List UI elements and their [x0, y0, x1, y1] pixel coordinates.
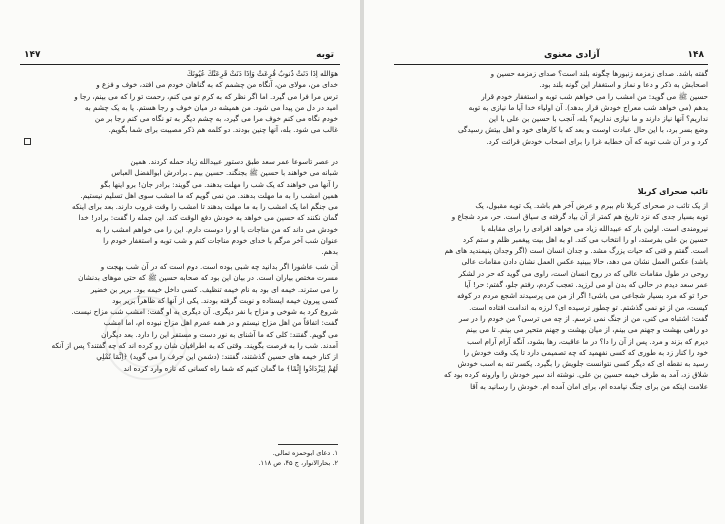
- left-page-number: ۱۴۷: [24, 50, 41, 60]
- text-line: وضع بسر برد، با این حال عبادت اوست و بعد که با کارهای خود و اهل بیتش رسیدگی: [457, 125, 708, 135]
- left-paragraph-1: [22, 68, 338, 136]
- text-line: می گویم. گفتند: کلی که ما آشنای به نور دست و مستفر این را دارد. بعد دیگران: [101, 329, 338, 339]
- text-line: حر! تو که مرد بسیار شجاعی می باشی! اگر از من می پرسیدند اشجع مردم در کوفه: [457, 291, 708, 301]
- text-line: از یک تائب در صحرای کربلا نام ببرم و عرض آخر هم باشد. یک توبه مقبول، یک: [475, 201, 708, 210]
- text-line: خود را کنار زد به طوری که کسی نفهمید که چه تصمیمی دارد تا یک وقت خودش را: [463, 347, 708, 357]
- text-line: آمدند. شب را به فرصت بگویند. وقتی که به اطرافیان شان رو کرده اند که چه گفتند؟ پس از آنکه: [51, 341, 338, 351]
- text-line: امید در دل من پیدا می شود. من همیشه در میان خوف و رجا هستم. یا به یک چشم به: [84, 102, 338, 112]
- text-line: خدای من، مولای من، آنگاه من چشمم که به گناهان خودم می افتد، خوف و فزع و: [96, 80, 338, 90]
- text-line: می جنگم اما یک امشب را به ما مهلت بدهند تا امشب را وقت غروب دارند. بعد برای اینکه: [71, 202, 338, 212]
- text-line: دیرم که بزند و مرد. پس از آن را دا؟ در ما عاقبت، رها بشود، آنگه آرام آرام اسب: [467, 336, 708, 346]
- text-line: کرد و در آن شب توبه که آن خطابه غرا را برای اصحاب خودش قرائت کرد.: [486, 136, 708, 146]
- left-page-header: [20, 50, 340, 65]
- text-line: اصحابش به ذکر و دعا و نماز و استغفار این گونه بلند بود.: [539, 80, 708, 90]
- text-line: گفت: اتفاقاً من اهل مزاح نیستم و در همه عمرم اهل مزاح نبوده ام، اما امشب: [103, 318, 338, 328]
- text-line: همین امشب را به ما مهلت بدهند. من نمی گویم که ما امشب سوی اهل تسلیم نیستیم.: [80, 190, 338, 200]
- text-line: گفته باشد. صدای زمزمه زنبورها چگونه بلند است؟ صدای زمزمه حسین و: [490, 69, 708, 78]
- text-line: حسین بن علی بفرستد، او را انتخاب می کند. او به اهل بیت پیغمبر ظلم و ستم کرد: [462, 234, 708, 244]
- text-line: نداریم؟ آنها نیاز دارند و ما نیازی نداریم؟ بله، آنجب با حسین بن علی با این: [488, 114, 708, 124]
- text-line: علامت اینکه من برای جنگ نیامده ام، برای امان آمده ام. خودش را رسانید به آقا: [470, 381, 708, 391]
- text-line: شلاق زد، آمد به طرف خیمه حسین بن علی. نوشته اند سپر خودش را وارونه کرده بود که: [444, 370, 708, 380]
- text-line: روحی در طول مقامات عالی که در روح انسان است، راوی می گوید که حر در لشکر: [458, 268, 708, 278]
- text-line: بدهم (می خواهد شب معراج خودش قرار بدهد). آن اولیاء خدا آیا ما نیازی به توبه: [468, 102, 708, 112]
- section-end-mark: [24, 138, 31, 145]
- text-line: خودم نگاه می کنم خوف مرا می گیرد، به چشم دیگر به تو نگاه می کنم رجا بر من: [94, 114, 338, 124]
- text-line: شبانه می خواهند با حسین ﷺ بجنگند. حسین بیم ـ برادرش ابوالفضل العباس: [111, 168, 338, 178]
- text-line: شروع کرد به شوخی و مزاح با نفر دیگری. آن دیگری به او گفت: امشب شب مزاح نیست.: [71, 307, 338, 317]
- quran-verse-line: لَهُمْ لِيَزْدَادُوا إِثْمًا﴾ ما گمان کنیم که شما راه کسانی که تازه وارد کرده اند: [123, 363, 338, 373]
- text-line: در عصر تاسوعا عمر سعد طبق دستور عبیدالله زیاد حمله کردند. همین: [130, 157, 338, 166]
- left-footnotes: [22, 449, 338, 468]
- text-line: کیست، من از تو نمی گذشتم. تو چطور ترسیده ای؟ لرزه به اندامت افتاده است.: [469, 302, 708, 312]
- right-page-header: [394, 50, 708, 65]
- right-paragraph-2: [394, 200, 708, 392]
- text-line: را می سترند. خیمه ای بود به نام خیمه تنظیف. کسی داخل خیمه بود. بریر بن خضیر: [90, 284, 338, 294]
- text-line: ترس مرا فرا می گیرد. اما اگر نظر که به کرم تو می کنم، رحمت تو را که می بینم، رجا و: [74, 91, 338, 101]
- text-line: عنوان شب آخر مرگم با خدای خودم مناجات کنم و شب توبه و استغفار خودم را: [103, 236, 338, 246]
- left-paragraph-3: [22, 261, 338, 374]
- text-line: دو راهی بهشت و جهنم می بینم، از میان بهشت و جهنم متحیر می بینم. تا می بینم: [465, 325, 708, 335]
- text-line: خودش می داند که من مناجات با او را دوست دارم. این را می خواهم امشب را به: [95, 224, 338, 234]
- text-line: رسید به نقطه ای که دیگر کسی نتوانست جلویش را بگیرد. یکسر تنه به اسب خودش: [457, 359, 708, 369]
- text-line: توبه بسیار جدی که نزد تاریخ هم کمتر از آن بیاد گرفته ی سیاق است. حر، مرد شجاع و: [451, 212, 708, 222]
- text-line: بدهم.: [321, 247, 338, 257]
- text-line: باشد) عکس العمل نشان می دهد، حالا ببینید عکس العمل نشان دادن مقامات عالی: [461, 257, 708, 267]
- text-line: است. گفتم و قتی که حیات یزرگ مشد. و جدان انسان است (اگر وجدان پنیمندید های هم: [444, 246, 708, 256]
- footnote: ۲. بحارالانوار، ج ۴۵، ص ۱۱۸.: [258, 458, 338, 467]
- text-line: گمان نکنند که حسین می خواهد به خودش دفع الوقت کند. این جمله را گفت: برادر! خدا: [78, 213, 338, 223]
- footnote-rule: [278, 444, 338, 445]
- footnote: ۱. دعای ابوحمزه ثمالی.: [272, 449, 338, 457]
- text-line: کسی پیرون خیمه ایستاده و نوبت گرفته بودند. یکی از آنها که ظاهراً بریر بود: [112, 295, 338, 305]
- text-line: عمر سعد دیدم در حالی که بدن او می لرزید. تعجب کردم، رفتم جلو، گفتم: حر! آیا: [464, 280, 708, 290]
- right-page: [364, 0, 725, 524]
- text-line: مسرت مختص بیاران است. در بیان این بود که صحابه حسین ﷺ که حتی موهای بدنشان: [78, 273, 338, 283]
- text-line: نیرومندی است. اولین بار که عبیدالله زیاد می خواهد افرادی را برای مقابله با: [481, 223, 708, 233]
- right-paragraph-1: [394, 68, 708, 147]
- prayer-quote-line: هوَالله اِذَا دَنَتْ ذُنوبٌ قُرِعَتْ وَاِذَا دَنَتْ قَرِعَتْكَ عُيُونَكَ: [186, 69, 338, 78]
- text-line: از کنار خیمه های حسین گذشتند، گفتند: (دشمن این حرف را می گوید) ﴿اِنَّمَا نُمْلِي: [96, 352, 338, 362]
- text-line: گفت: اشتباه می کنی، من از جنگ نمی ترسم. از چه می ترسی؟ من خودم را در سر: [458, 313, 708, 323]
- text-line: را آنها می خواهند که یک شب را مهلت بدهند. می گویند: برادر جان! برو اینها بگو: [100, 179, 338, 189]
- right-page-number: ۱۴۸: [687, 50, 704, 60]
- left-page: [0, 0, 360, 524]
- section-heading: تائب صحرای کربلا: [637, 187, 708, 196]
- right-running-title: آزادی معنوی: [544, 50, 600, 60]
- left-running-title: توبه: [316, 50, 334, 60]
- left-paragraph-2: [22, 156, 338, 258]
- text-line: غالب می شود. بله، آنها چنین بودند. دو کلمه هم ذکر مصیبت برای شما بگویم.: [108, 125, 338, 135]
- text-line: آن شب عاشورا اگر بدانید چه شبی بوده است. دوم است که در آن شب بهجت و: [100, 262, 338, 271]
- text-line: حسین ﷺ می گوید: من امشب را می خواهم شب توبه و استغفار خودم قرار: [481, 91, 708, 101]
